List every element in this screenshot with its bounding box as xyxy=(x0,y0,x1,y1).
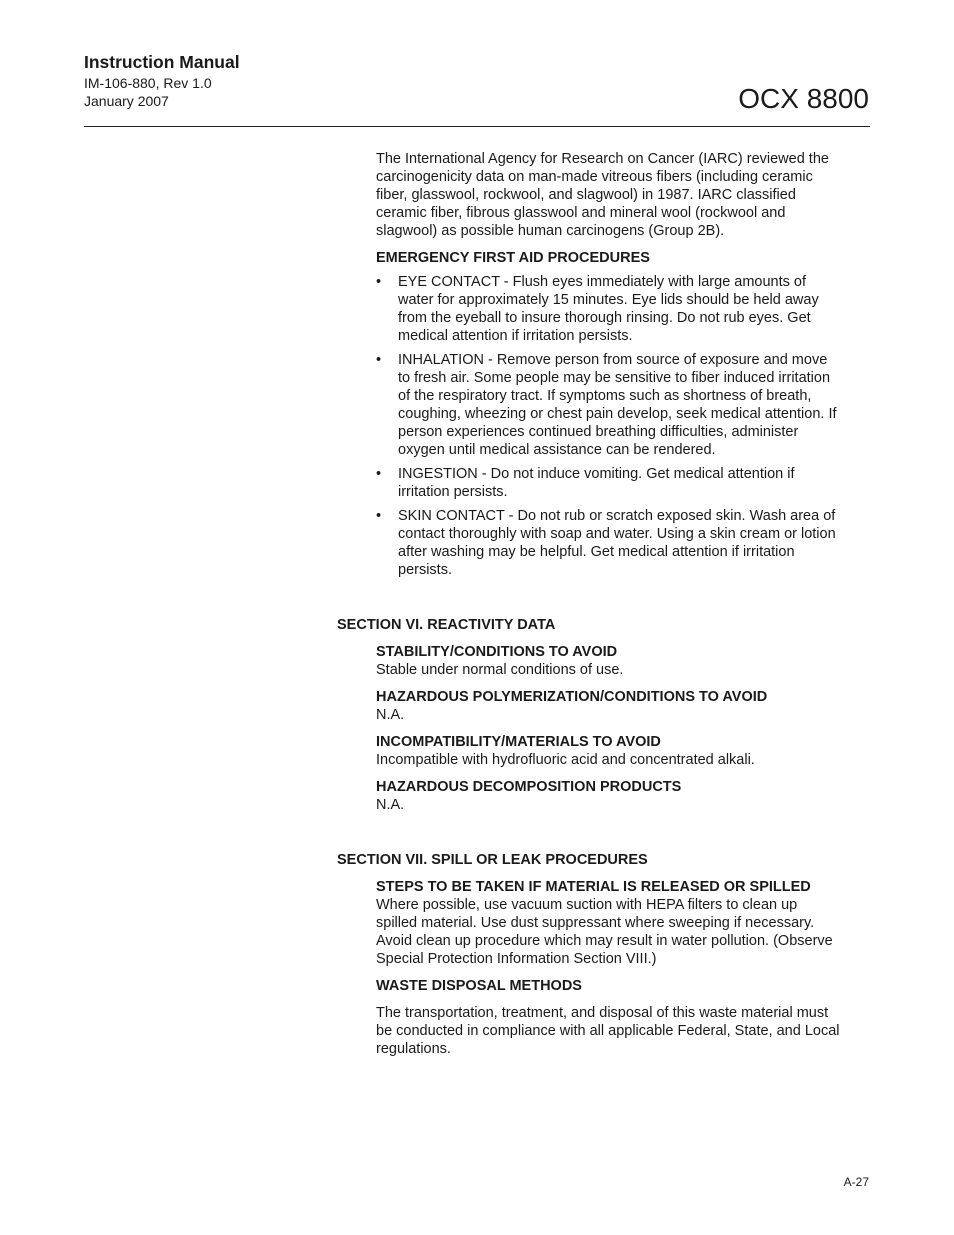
first-aid-heading: EMERGENCY FIRST AID PROCEDURES xyxy=(376,250,650,266)
bullet-line: person experiences continued breathing difficulties, administer xyxy=(398,424,799,440)
header-divider xyxy=(84,126,870,127)
section-vi-title: SECTION VI. REACTIVITY DATA xyxy=(337,617,556,633)
incompatibility-entry xyxy=(376,733,872,769)
manual-title: Instruction Manual xyxy=(84,52,240,72)
bullet-line: after washing may be helpful. Get medical attention if irritation xyxy=(398,544,795,560)
first-aid-item-ingestion xyxy=(376,465,872,501)
first-aid-item-eye xyxy=(376,273,872,345)
doc-number: IM-106-880, Rev 1.0 xyxy=(84,75,212,91)
product-name: OCX 8800 xyxy=(738,83,869,114)
entry-heading: INCOMPATIBILITY/MATERIALS TO AVOID xyxy=(376,734,661,750)
intro-line: ceramic fiber, fibrous glasswool and mineral wool (rockwool and xyxy=(376,205,786,221)
entry-line: Special Protection Information Section VIII.) xyxy=(376,951,657,967)
entry-line: Where possible, use vacuum suction with HEPA filters to clean up xyxy=(376,897,798,913)
entry-text: N.A. xyxy=(376,797,405,813)
polymerization-entry xyxy=(376,688,872,724)
entry-heading: HAZARDOUS DECOMPOSITION PRODUCTS xyxy=(376,779,682,795)
bullet-line: INGESTION - Do not induce vomiting. Get medical attention if xyxy=(398,466,795,482)
bullet-line: of the respiratory tract. If symptoms such as shortness of breath, xyxy=(398,388,812,404)
bullet-line: INHALATION - Remove person from source of exposure and move xyxy=(398,352,828,368)
bullet-line: from the eyeball to insure thorough rinsing. Do not rub eyes. Get xyxy=(398,310,811,326)
first-aid-item-skin xyxy=(376,507,872,579)
entry-line: Avoid clean up procedure which may result in water pollution. (Observe xyxy=(376,933,833,949)
bullet-line: contact thoroughly with soap and water. Using a skin cream or lotion xyxy=(398,526,836,542)
entry-text: N.A. xyxy=(376,707,405,723)
stability-entry xyxy=(376,643,872,679)
decomposition-entry xyxy=(376,778,872,814)
waste-disposal-heading: WASTE DISPOSAL METHODS xyxy=(376,978,582,994)
page-number: A-27 xyxy=(843,1175,869,1189)
spill-steps-entry xyxy=(376,878,872,968)
bullet-line: oxygen until medical assistance can be rendered. xyxy=(398,442,716,458)
intro-line: fiber, glasswool, rockwool, and slagwool) in 1987. IARC classified xyxy=(376,187,796,203)
bullet-line: water for approximately 15 minutes. Eye lids should be held away xyxy=(398,292,819,308)
bullet-line: EYE CONTACT - Flush eyes immediately with large amounts of xyxy=(398,274,807,290)
entry-line: spilled material. Use dust suppressant where sweeping if necessary. xyxy=(376,915,815,931)
entry-line: The transportation, treatment, and disposal of this waste material must xyxy=(376,1005,829,1021)
entry-heading: STABILITY/CONDITIONS TO AVOID xyxy=(376,644,618,660)
entry-heading: STEPS TO BE TAKEN IF MATERIAL IS RELEASED OR SPILLED xyxy=(376,879,811,895)
entry-line: regulations. xyxy=(376,1041,451,1057)
intro-line: slagwool) as possible human carcinogens (Group 2B). xyxy=(376,223,725,239)
waste-disposal-text xyxy=(376,1004,872,1058)
bullet-line: SKIN CONTACT - Do not rub or scratch exposed skin. Wash area of xyxy=(398,508,836,524)
entry-line: be conducted in compliance with all applicable Federal, State, and Local xyxy=(376,1023,840,1039)
bullet-line: medical attention if irritation persists. xyxy=(398,328,633,344)
bullet-icon: • xyxy=(376,352,382,368)
doc-date: January 2007 xyxy=(84,93,169,109)
entry-text: Stable under normal conditions of use. xyxy=(376,662,624,678)
intro-line: The International Agency for Research on Cancer (IARC) reviewed the xyxy=(376,151,829,167)
bullet-line: persists. xyxy=(398,562,452,578)
bullet-line: to fresh air. Some people may be sensitive to fiber induced irritation xyxy=(398,370,831,386)
first-aid-item-inhalation xyxy=(376,351,872,459)
entry-heading: HAZARDOUS POLYMERIZATION/CONDITIONS TO AVOID xyxy=(376,689,768,705)
intro-paragraph xyxy=(376,150,872,240)
section-vii-title: SECTION VII. SPILL OR LEAK PROCEDURES xyxy=(337,852,648,868)
bullet-icon: • xyxy=(376,508,382,524)
bullet-icon: • xyxy=(376,466,382,482)
bullet-icon: • xyxy=(376,274,382,290)
bullet-line: irritation persists. xyxy=(398,484,508,500)
bullet-line: coughing, wheezing or chest pain develop, seek medical attention. If xyxy=(398,406,837,422)
intro-line: carcinogenicity data on man-made vitreous fibers (including ceramic xyxy=(376,169,813,185)
entry-text: Incompatible with hydrofluoric acid and concentrated alkali. xyxy=(376,752,755,768)
